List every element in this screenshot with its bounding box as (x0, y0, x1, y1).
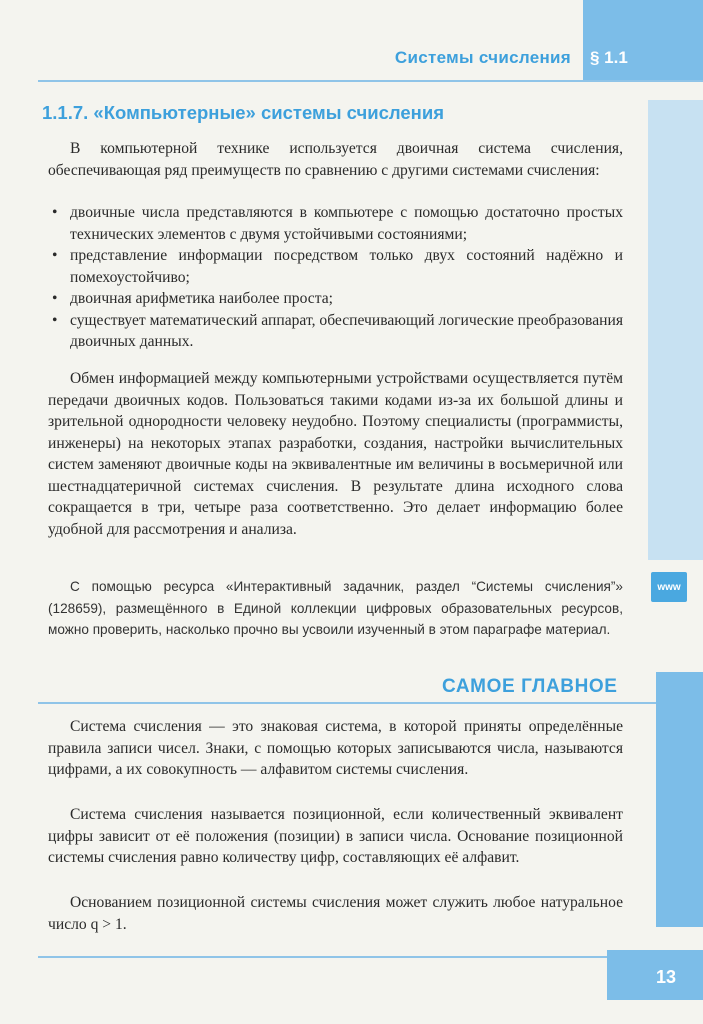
header-tab (583, 0, 703, 80)
side-summary-strip (656, 672, 703, 927)
list-item: • двоичная арифметика наиболее проста; (48, 288, 623, 310)
www-icon: www (651, 572, 687, 602)
bullet-icon: • (52, 204, 58, 221)
intro-paragraph (48, 138, 623, 181)
summary-heading: САМОЕ ГЛАВНОЕ (442, 676, 618, 697)
summary-paragraph-3: Основанием позиционной системы счисления может служить любое натуральное число q > 1. (48, 894, 623, 933)
bullet-icon: • (52, 247, 58, 264)
list-item: • представление информации посредством только двух состояний надёжно и помехоустойчиво; (52, 247, 623, 286)
exchange-paragraph (48, 368, 623, 540)
chapter-title: Системы счисления (394, 48, 571, 67)
resource-note: С помощью ресурса «Интерактивный задачник, раздел “Системы счисления”» (128659), размещённого в Единой коллекции цифровых образовательных ресурсов, можно проверить, насколько прочно вы усвоили изученный в этом параграфе материал. (48, 579, 623, 637)
advantages-list (48, 202, 623, 353)
section-title: 1.1.7. «Компьютерные» системы счисления (42, 102, 445, 123)
page-number: 13 (656, 967, 677, 987)
summary-paragraph-1: Система счисления — это знаковая система, в которой приняты определённые правила записи чисел. Знаки, с помощью которых записываются числа, называются цифрами, а их совокупность — алфавитом системы счисления. (48, 718, 623, 778)
bullet-icon: • (52, 290, 58, 307)
header-divider (38, 80, 703, 82)
summary-divider (38, 702, 656, 704)
footer-divider (38, 956, 608, 958)
list-item: • двоичные числа представляются в компьютере с помощью достаточно простых технических элементов с двумя устойчивыми состояниями; (52, 204, 623, 243)
side-decoration-strip (648, 100, 703, 560)
intro-text: В компьютерной технике используется двоичная система счисления, обеспечивающая ряд преимуществ по сравнению с другими системами счисления: (48, 140, 623, 179)
summary-paragraph-2: Система счисления называется позиционной, если количественный эквивалент цифры зависит от её положения (позиции) в записи числа. Основание позиционной системы счисления равно количеству цифр, составляющих её алфавит. (48, 806, 623, 866)
exchange-text: Обмен информацией между компьютерными устройствами осуществляется путём передачи двоичных кодов. Пользоваться такими кодами из-за их большой длины и зрительной однородности человеку неудобно. Поэтому специалисты (программисты, инженеры) на некоторых этапах разработки, создания, настройки вычислительных систем заменяют двоичные коды на эквивалентные им величины в восьмеричной или шестнадцатеричной системах счисления. В результате длина исходного слова сокращается в три, четыре раза соответственно. Это делает информацию более удобной для рассмотрения и анализа. (48, 370, 623, 538)
paragraph-label: § 1.1 (590, 48, 628, 67)
bullet-icon: • (52, 311, 58, 329)
list-item: • существует математический аппарат, обеспечивающий логические преобразования двоичных данных. (52, 311, 623, 350)
footer-tab (607, 950, 703, 1000)
